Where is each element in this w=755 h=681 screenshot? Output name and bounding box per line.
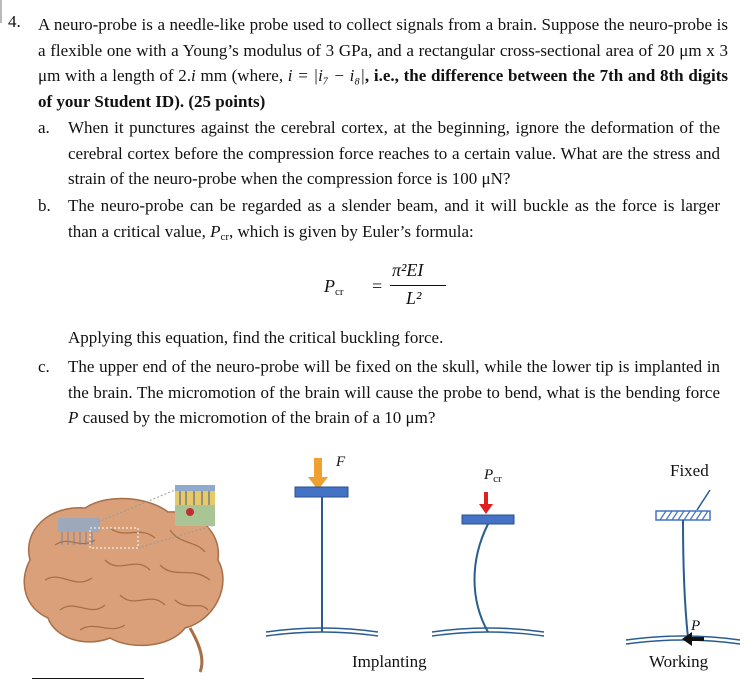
intro-bold: , i.e., the difference between the 7th and 8th digits of your Student ID: [38, 66, 729, 111]
part-a-label: a.: [38, 118, 50, 137]
probe-straight: [266, 458, 378, 636]
intro-points: ). (25 points): [174, 91, 266, 111]
brain-illustration: [24, 485, 223, 672]
formula-numerator: π²EI: [392, 260, 424, 280]
probe-working: [626, 490, 740, 646]
p-force-label: P: [691, 618, 701, 634]
force-arrow-icon: [308, 458, 328, 490]
part-b-text-a: The neuro-probe can be regarded as a slender beam, and it will buckle as the force is larger than a critical value,: [68, 196, 720, 241]
intro-formula: i = |i₇ − i₈|: [287, 66, 365, 85]
working-label: Working: [649, 652, 709, 671]
probe-buckled: [432, 492, 544, 636]
intro-var-i: i: [191, 66, 196, 85]
part-c-text-a: The upper end of the neuro-probe will be fixed on the skull, while the lower tip is implanted in the brain. The micromotion of the brain will cause the probe to bend, what is the bending force: [68, 357, 720, 402]
footnote-separator: [32, 678, 144, 679]
formula-denominator: L²: [406, 288, 422, 308]
formula-lhs: $P_{cr}$: [324, 276, 344, 298]
implanting-label: Implanting: [352, 652, 427, 671]
pcr-label: $P_{cr}$: [484, 467, 502, 485]
apply-text: Applying this equation, find the critical buckling force.: [68, 328, 444, 347]
intro-text-a: A neuro-probe is a needle-like probe used to collect signals from a brain. Suppose the neuro-probe is a flexible one with a Young’s modulus of 3 GPa, and a rectangular cross-sectional area of 20 μm x 3 μm with a length of 2.: [38, 15, 728, 85]
part-c-label: c.: [38, 357, 50, 376]
part-b-sub: cr: [220, 230, 230, 243]
part-b-label: b.: [38, 196, 51, 215]
intro-text-b: mm (where,: [195, 66, 288, 85]
part-c-text-b: caused by the micromotion of the brain of a 10 μm?: [78, 408, 436, 427]
part-a-text: When it punctures against the cerebral cortex, at the beginning, ignore the deformation of the cerebral cortex before the compression force reaches to a certain value. What are the stress and strain of the neuro-probe when the compression force is 100 μN?: [68, 118, 720, 188]
part-b-text-b: , which is given by Euler’s formula:: [229, 221, 474, 241]
question-number: 4.: [8, 12, 21, 31]
force-label: F: [336, 454, 346, 470]
part-c-var: P: [68, 408, 79, 427]
formula-eq: =: [372, 276, 383, 296]
fixed-label: Fixed: [670, 461, 709, 480]
pcr-arrow-icon: [479, 492, 493, 514]
part-b-var: P: [210, 221, 221, 241]
